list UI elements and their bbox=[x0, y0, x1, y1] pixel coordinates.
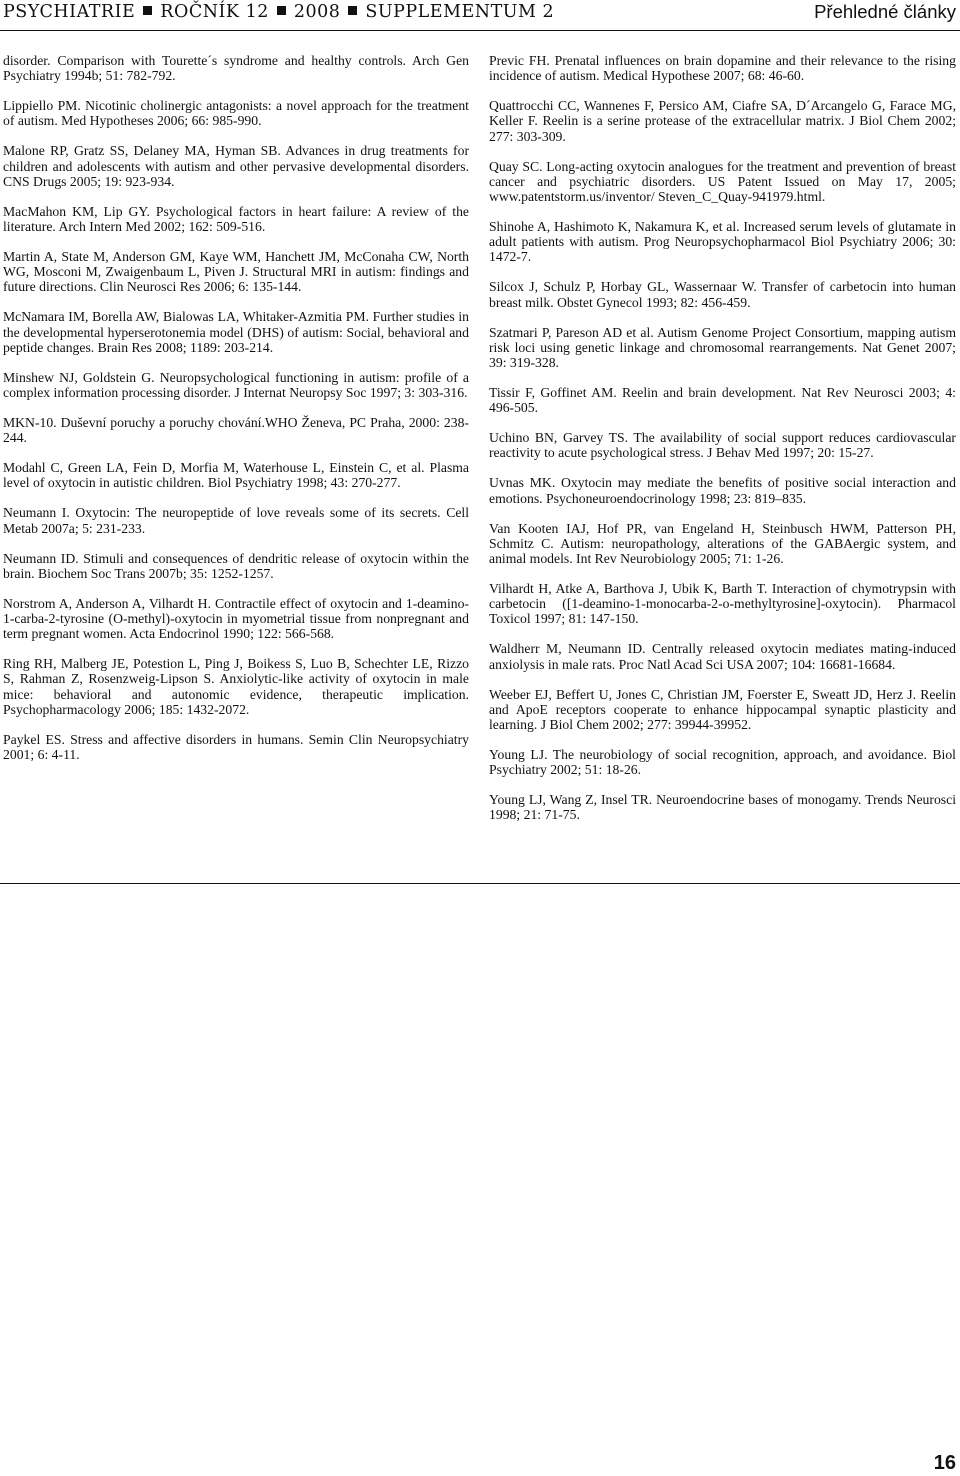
journal-volume: ROČNÍK 12 bbox=[160, 2, 269, 22]
square-bullet-icon bbox=[277, 6, 286, 15]
references-end-divider bbox=[0, 883, 960, 884]
reference-entry: McNamara IM, Borella AW, Bialowas LA, Whitaker-Azmitia PM. Further studies in the developmental hyperserotonemia model (DHS) of autism: Social, behavioral and peptide changes. Brain Res 2008; 1189: 203-214. bbox=[3, 309, 469, 355]
reference-entry: Waldherr M, Neumann ID. Centrally released oxytocin mediates mating-induced anxiolysis in male rats. Proc Natl Acad Sci USA 2007; 104: 16681-16684. bbox=[489, 641, 956, 672]
reference-entry: disorder. Comparison with Tourette´s syndrome and healthy controls. Arch Gen Psychiatry 1994b; 51: 782-792. bbox=[3, 53, 469, 84]
reference-entry: Martin A, State M, Anderson GM, Kaye WM, Hanchett JM, McConaha CW, North WG, Mosconi M, Zwaigenbaum L, Piven J. Structural MRI in autism: findings and future directions. Clin Neurosci Res 2006; 6: 135-144. bbox=[3, 249, 469, 295]
reference-entry: Weeber EJ, Beffert U, Jones C, Christian JM, Foerster E, Sweatt JD, Herz J. Reelin and ApoE receptors cooperate to enhance hippocampal synaptic plasticity and learning. J Biol Chem 2002; 277: 39944-39952. bbox=[489, 686, 956, 733]
running-header bbox=[0, 0, 960, 40]
square-bullet-icon bbox=[143, 6, 152, 15]
journal-year: 2008 bbox=[293, 2, 341, 22]
reference-entry: Young LJ, Wang Z, Insel TR. Neuroendocrine bases of monogamy. Trends Neurosci 1998; 21: 71-75. bbox=[489, 792, 956, 823]
journal-name: PSYCHIATRIE bbox=[3, 2, 136, 22]
square-bullet-icon bbox=[348, 6, 357, 15]
reference-entry: Ring RH, Malberg JE, Potestion L, Ping J, Boikess S, Luo B, Schechter LE, Rizzo S, Rahman Z, Rosenzweig-Lipson S. Anxiolytic-like activity of oxytocin in male mice: behavioral and autonomic evidence, therapeutic implication. Psychopharmacology 2006; 185: 1432-2072. bbox=[3, 656, 469, 717]
reference-entry: Uvnas MK. Oxytocin may mediate the benefits of positive social interaction and emotions. Psychoneuroendocrinology 1998; 23: 819–835. bbox=[489, 475, 956, 506]
header-divider bbox=[0, 30, 960, 31]
reference-entry: Szatmari P, Pareson AD et al. Autism Genome Project Consortium, mapping autism risk loci using genetic linkage and chromosomal rearrangements. Nat Genet 2007; 39: 319-328. bbox=[489, 324, 956, 371]
reference-entry: Minshew NJ, Goldstein G. Neuropsychological functioning in autism: profile of a complex information processing disorder. J Internat Neuropsy Soc 1997; 3: 303-316. bbox=[3, 369, 469, 401]
page-number: 16 bbox=[933, 1452, 956, 1474]
section-title: Přehledné články bbox=[814, 1, 956, 22]
reference-entry: Lippiello PM. Nicotinic cholinergic antagonists: a novel approach for the treatment of autism. Med Hypotheses 2006; 66: 985-990. bbox=[3, 98, 469, 129]
journal-title bbox=[3, 2, 554, 22]
reference-entry: Shinohe A, Hashimoto K, Nakamura K, et al. Increased serum levels of glutamate in adult patients with autism. Prog Neuropsychopharmacol Biol Psychiatry 2006; 30: 1472-7. bbox=[489, 219, 956, 265]
reference-entry: Previc FH. Prenatal influences on brain dopamine and their relevance to the rising incidence of autism. Medical Hypothese 2007; 68: 46-60. bbox=[489, 53, 956, 84]
reference-entry: MKN-10. Duševní poruchy a poruchy chování.WHO Ženeva, PC Praha, 2000: 238-244. bbox=[3, 415, 469, 446]
reference-entry: Neumann I. Oxytocin: The neuropeptide of love reveals some of its secrets. Cell Metab 2007a; 5: 231-233. bbox=[3, 505, 469, 536]
reference-column-left bbox=[3, 53, 469, 777]
reference-entry: Quattrocchi CC, Wannenes F, Persico AM, Ciafre SA, D´Arcangelo G, Farace MG, Keller F. Reelin is a serine protease of the extracellular matrix. J Biol Chem 2002; 277: 303-309. bbox=[489, 98, 956, 144]
reference-entry: Young LJ. The neurobiology of social recognition, approach, and avoidance. Biol Psychiatry 2002; 51: 18-26. bbox=[489, 747, 956, 778]
reference-entry: Malone RP, Gratz SS, Delaney MA, Hyman SB. Advances in drug treatments for children and adolescents with autism and other pervasive developmental disorders. CNS Drugs 2005; 19: 923-934. bbox=[3, 143, 469, 189]
reference-entry: Paykel ES. Stress and affective disorders in humans. Semin Clin Neuropsychiatry 2001; 6: 4-11. bbox=[3, 731, 469, 763]
reference-entry: Modahl C, Green LA, Fein D, Morfia M, Waterhouse L, Einstein C, et al. Plasma level of oxytocin in autistic children. Biol Psychiatry 1998; 43: 270-277. bbox=[3, 460, 469, 491]
reference-entry: Neumann ID. Stimuli and consequences of dendritic release of oxytocin within the brain. Biochem Soc Trans 2007b; 35: 1252-1257. bbox=[3, 550, 469, 581]
reference-column-right bbox=[489, 53, 956, 837]
reference-entry: Vilhardt H, Atke A, Barthova J, Ubik K, Barth T. Interaction of chymotrypsin with carbetocin ([1-deamino-1-monocarba-2-o-methyltyrosine]-oxytocin). Pharmacol Toxicol 1997; 81: 147-150. bbox=[489, 581, 956, 627]
reference-entry: Silcox J, Schulz P, Horbay GL, Wassernaar W. Transfer of carbetocin into human breast milk. Obstet Gynecol 1993; 82: 456-459. bbox=[489, 279, 956, 310]
journal-supplement: SUPPLEMENTUM 2 bbox=[365, 2, 555, 22]
reference-entry: Uchino BN, Garvey TS. The availability of social support reduces cardiovascular reactivity to acute psychological stress. J Behav Med 1997; 20: 15-27. bbox=[489, 430, 956, 461]
reference-entry: Tissir F, Goffinet AM. Reelin and brain development. Nat Rev Neurosci 2003; 4: 496-505. bbox=[489, 385, 956, 416]
reference-entry: Norstrom A, Anderson A, Vilhardt H. Contractile effect of oxytocin and 1-deamino-1-carba-2-tyrosine (O-methyl)-oxytocin in myometrial tissue from nonpregnant and term pregnant women. Acta Endocrinol 1990; 122: 566-568. bbox=[3, 595, 469, 642]
reference-entry: Van Kooten IAJ, Hof PR, van Engeland H, Steinbusch HWM, Patterson PH, Schmitz C. Autism: neuropathology, alterations of the GABAergic system, and animal models. Int Rev Neurobiology 2005; 71: 1-26. bbox=[489, 520, 956, 567]
reference-entry: Quay SC. Long-acting oxytocin analogues for the treatment and prevention of breast cancer and psychiatric disorders. US Patent Issued on May 17, 2005; www.patentstorm.us/inventor/ Steven_C_Quay-941979.html. bbox=[489, 158, 956, 205]
reference-entry: MacMahon KM, Lip GY. Psychological factors in heart failure: A review of the literature. Arch Intern Med 2002; 162: 509-516. bbox=[3, 203, 469, 235]
